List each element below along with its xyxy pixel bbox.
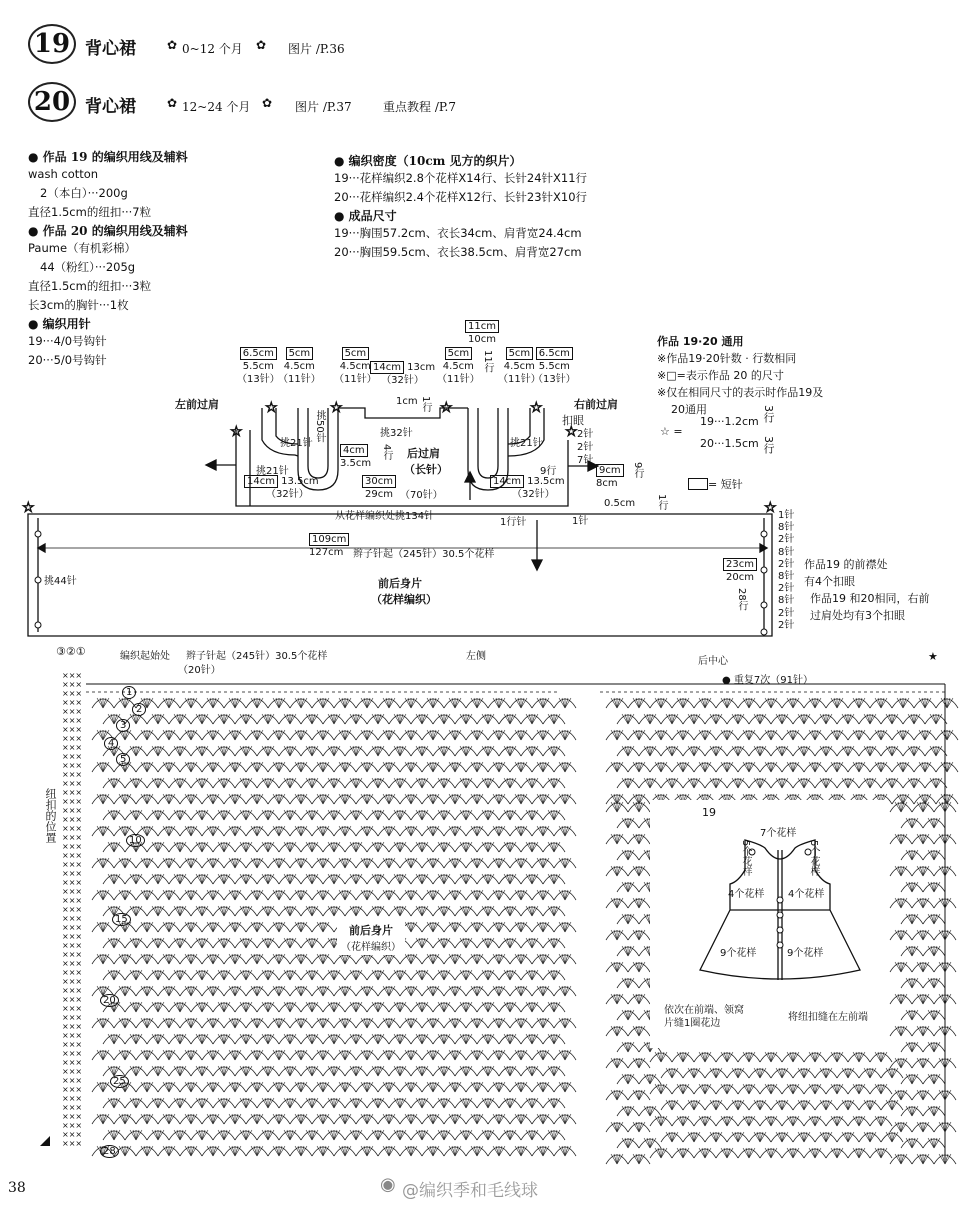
sc-mark: ××× <box>62 1022 83 1031</box>
sc-mark: ××× <box>62 1139 83 1148</box>
bottom-left-dim: 14cm 13.5cm （32针） <box>244 475 319 501</box>
buttonhole-notes: 作品19 的前襟处 有4个扣眼 作品19 和20相同，右前 过肩处均有3个扣眼 <box>804 558 930 622</box>
right-shoulder-label: 右前过肩 <box>574 398 618 411</box>
pattern-number-19: 19 <box>28 24 76 64</box>
sc-mark: ××× <box>62 797 83 806</box>
body-height-rows: 28行 <box>736 588 747 611</box>
body-title: 前后身片 <box>378 577 422 590</box>
yarn-19: wash cotton <box>28 167 99 181</box>
dim-7: 5cm 4.5cm （11针） <box>498 348 541 385</box>
yarn-20: Paume（有机彩棉） <box>28 241 137 255</box>
star-19-rows: 3行 <box>762 405 775 423</box>
right-rows-9: 9行 <box>540 466 557 477</box>
sc-mark: ××× <box>62 977 83 986</box>
gauge-block: ● 编织密度（10cm 见方的织片） 19···花样编织2.8个花样X14行、长针24针X11行 20···花样编织2.4个花样X12行、长针23针X10行 ● 成品尺寸 19···胸围57.2cm、衣长34cm、肩背宽24.4cm 20···胸围59.5cm、衣长38.5cm、肩背宽27cm <box>334 152 587 262</box>
buttonhole-label: 扣眼 <box>562 414 584 427</box>
sc-mark: ××× <box>62 689 83 698</box>
yarn-20-amount: 44（粉红）···205g <box>40 260 136 274</box>
buttons-20: 直径1.5cm的纽扣···3粒 <box>28 279 152 293</box>
dim-4: 14cm 13cm （32针） <box>370 361 435 387</box>
sc-mark: ××× <box>62 1112 83 1121</box>
sc-mark: ××× <box>62 680 83 689</box>
size-heading: 成品尺寸 <box>348 209 397 223</box>
size-19: 19···胸围57.2cm、衣长34cm、肩背宽24.4cm <box>334 226 582 240</box>
note-3: ※仅在相同尺寸的表示时作品19及 <box>657 386 824 399</box>
bottom-right-dim: 14cm 13.5cm （32针） <box>490 475 565 501</box>
size-20: 20···胸围59.5cm、衣长38.5cm、肩背宽27cm <box>334 245 582 259</box>
bullet-icon: ✿ <box>262 96 273 110</box>
bullet-icon: ✿ <box>167 38 178 52</box>
sc-mark: ××× <box>62 959 83 968</box>
dim-1: 6.5cm 5.5cm （13针） <box>237 348 280 385</box>
star-equation: ☆ = <box>660 425 683 438</box>
star-19: 19···1.2cm <box>700 415 759 428</box>
pattern-title-19: 背心裙 <box>85 39 136 59</box>
age-range-19: 0~12 个月 <box>182 42 243 56</box>
gauge-heading: 编织密度（10cm 见方的织片） <box>348 154 522 168</box>
back-yoke-label: 后过肩 <box>407 447 440 460</box>
notes-title: 作品 19·20 通用 <box>657 335 744 348</box>
bullet-icon: ✿ <box>167 96 178 110</box>
sc-mark: ××× <box>62 932 83 941</box>
chart-back-center: 后中心 <box>698 656 728 667</box>
sc-mark: ××× <box>62 914 83 923</box>
body-height-dim: 23cm 20cm <box>723 558 757 584</box>
sc-mark: ××× <box>62 896 83 905</box>
pick-32: 挑32针 <box>380 428 413 439</box>
pick-50: 挑50针 <box>314 410 325 443</box>
chart-start-label: 编织起始处 <box>120 651 170 662</box>
sc-mark: ××× <box>62 725 83 734</box>
note-3b: 20通用 <box>671 403 707 416</box>
star-marker-icon: ★ <box>928 650 938 663</box>
sc-mark: ××× <box>62 1058 83 1067</box>
sc-mark: ××× <box>62 950 83 959</box>
yarn-19-amount: 2（本白）···200g <box>40 186 128 200</box>
short-stitch-legend: = 短针 <box>708 478 743 491</box>
sc-mark: ××× <box>62 770 83 779</box>
right-dim-9: 9cm 8cm <box>596 464 624 490</box>
sc-mark: ××× <box>62 833 83 842</box>
rows-11: 11行 <box>482 350 493 373</box>
right-dim-9-rows: 9行 <box>632 462 643 479</box>
sc-mark: ××× <box>62 788 83 797</box>
star-20: 20···1.5cm <box>700 437 759 450</box>
sc-mark: ××× <box>62 923 83 932</box>
chart-cast-on: 辫子针起（245针）30.5个花样 <box>186 651 328 662</box>
materials-block: ● 作品 19 的编织用线及辅料 wash cotton 2（本白）···200g 直径1.5cm的纽扣···7粒 ● 作品 20 的编织用线及辅料 Paume（有机彩棉） 44（粉红）···205g 直径1.5cm的纽扣···3粒 长3cm的胸针···1枚 ● 编织用针 19···4/0号钩针 20···5/0号钩针 <box>28 148 188 370</box>
bottom-mid-stitches: （70针） <box>400 490 443 501</box>
sc-mark: ××× <box>62 824 83 833</box>
sc-mark: ××× <box>62 1085 83 1094</box>
armhole-rows: 4行 <box>381 444 392 461</box>
buttons-19: 直径1.5cm的纽扣···7粒 <box>28 205 152 219</box>
sc-mark: ××× <box>62 734 83 743</box>
pattern-number-20: 20 <box>28 82 76 122</box>
sc-mark: ××× <box>62 1040 83 1049</box>
star-20-rows: 3行 <box>762 436 775 454</box>
sc-mark: ××× <box>62 1031 83 1040</box>
brooch-20: 长3cm的胸针···1枚 <box>28 298 129 312</box>
gauge-19: 19···花样编织2.8个花样X14行、长针24针X11行 <box>334 171 588 185</box>
sc-mark: ××× <box>62 1076 83 1085</box>
materials-19-heading: 作品 19 的编织用线及辅料 <box>42 150 188 164</box>
sc-mark: ××× <box>62 842 83 851</box>
right-edge-stitches: 2针 2针 7针 <box>577 429 594 466</box>
sc-mark: ××× <box>62 698 83 707</box>
sc-mark: ××× <box>62 887 83 896</box>
materials-20-heading: 作品 20 的编织用线及辅料 <box>42 224 188 238</box>
pick-21-b: 挑21针 <box>256 466 289 477</box>
back-yoke-sub: （长针） <box>404 463 448 476</box>
dim-2: 5cm 4.5cm （11针） <box>278 348 321 385</box>
tutorial-ref-20: 重点教程 /P.7 <box>383 100 456 114</box>
pick-44: 挑44针 <box>44 576 77 587</box>
gauge-20: 20···花样编织2.4个花样X12行、长针23针X10行 <box>334 190 588 204</box>
pick-21-a: 挑21针 <box>280 438 313 449</box>
picture-ref-19: 图片 /P.36 <box>288 42 345 56</box>
sc-mark: ××× <box>62 752 83 761</box>
sc-mark: ××× <box>62 707 83 716</box>
sc-mark: ××× <box>62 878 83 887</box>
sc-mark: ××× <box>62 1121 83 1130</box>
column-marks: ③②① <box>56 645 86 658</box>
sc-mark: ××× <box>62 1130 83 1139</box>
right-dim-05: 0.5cm <box>604 498 636 509</box>
button-position-label: 纽扣的位置 <box>44 788 57 843</box>
pick-21-c: 挑21针 <box>510 438 543 449</box>
body-sub: （花样编织） <box>371 593 437 606</box>
right-stitch-column: 1针 8针 2针 8针 2针 8针 2针 8针 2针 2针 <box>778 510 795 631</box>
sc-mark: ××× <box>62 860 83 869</box>
hook-heading: 编织用针 <box>42 317 91 331</box>
sc-mark: ××× <box>62 869 83 878</box>
bullet-icon: ✿ <box>256 38 267 52</box>
body-cast-on: 辫子针起（245针）30.5个花样 <box>353 549 495 560</box>
sc-mark: ××× <box>62 1004 83 1013</box>
dim-8: 6.5cm 5.5cm （13针） <box>533 348 576 385</box>
armhole-dim: 4cm 3.5cm <box>340 445 372 469</box>
one-row: 1行 <box>420 396 431 413</box>
one-cm: 1cm <box>396 396 418 407</box>
hook-19: 19···4/0号钩针 <box>28 334 107 348</box>
sc-mark: ××× <box>62 1103 83 1112</box>
note-1: ※作品19·20针数 · 行数相同 <box>657 352 797 365</box>
hook-20: 20···5/0号钩针 <box>28 353 107 367</box>
sc-mark: ××× <box>62 716 83 725</box>
bottom-mid-dim: 30cm 29cm <box>362 475 396 501</box>
sc-mark: ××× <box>62 941 83 950</box>
sc-mark: ××× <box>62 851 83 860</box>
dim-5: 5cm 4.5cm （11针） <box>437 348 480 385</box>
sc-mark: ××× <box>62 995 83 1004</box>
sc-mark: ××× <box>62 779 83 788</box>
sc-mark: ××× <box>62 815 83 824</box>
left-shoulder-label: 左前过肩 <box>175 398 219 411</box>
sc-mark: ××× <box>62 671 83 680</box>
chart-20-stitches: （20针） <box>178 665 221 676</box>
sc-mark: ××× <box>62 1013 83 1022</box>
sc-mark: ××× <box>62 743 83 752</box>
sc-mark: ××× <box>62 968 83 977</box>
row-1-stitch: 1行针 <box>500 517 527 528</box>
sc-mark: ××× <box>62 806 83 815</box>
chart-repeat: ● 重复7次（91针） <box>722 675 813 686</box>
pick-134: 从花样编织处挑134针 <box>335 511 435 522</box>
dim-3: 5cm 4.5cm （11针） <box>334 348 377 385</box>
sc-mark: ××× <box>62 986 83 995</box>
dim-6: 11cm 10cm <box>465 320 499 346</box>
right-dim-05-row: 1行 <box>656 494 667 511</box>
sc-mark: ××× <box>62 761 83 770</box>
body-width-dim: 109cm 127cm <box>309 533 349 559</box>
chart-left-side: 左侧 <box>466 651 486 662</box>
sc-mark: ××× <box>62 1067 83 1076</box>
sc-mark: ××× <box>62 905 83 914</box>
picture-ref-20: 图片 /P.37 <box>295 100 352 114</box>
note-2: ※□=表示作品 20 的尺寸 <box>657 369 784 382</box>
sc-mark: ××× <box>62 1049 83 1058</box>
sc-mark: ××× <box>62 1094 83 1103</box>
age-range-20: 12~24 个月 <box>182 100 251 114</box>
right-1st: 1针 <box>572 516 589 527</box>
pattern-title-20: 背心裙 <box>85 97 136 117</box>
